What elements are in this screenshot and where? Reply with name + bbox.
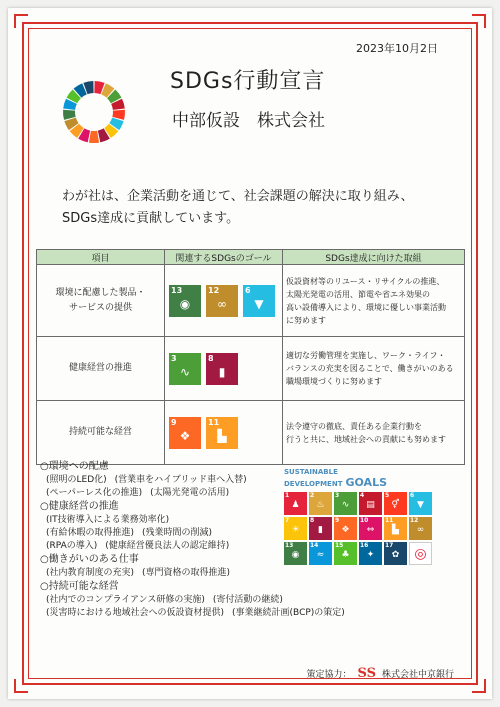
action-line: 高い設備導入により、環境に優しい事業活動 (286, 302, 446, 312)
sdg-goal-icon (334, 542, 357, 565)
goal-glyph-icon: ✦ (366, 550, 375, 560)
sdg-goal-icon (284, 517, 307, 540)
goal-number: 17 (385, 542, 394, 549)
lead-line: わが社は、企業活動を通じて、社会課題の解決に取り組み、 (62, 189, 414, 204)
goal-glyph-icon: ☀ (291, 525, 300, 535)
action-line: 仮設資材等のリユース・リサイクルの推進、 (286, 276, 445, 286)
eye-icon: ◉ (179, 296, 191, 311)
logo-goals-word: GOALS (345, 476, 387, 489)
header-actions: SDGs達成に向けた取組 (283, 250, 465, 265)
list-entry: (事業継続計画(BCP)の策定) (232, 608, 345, 618)
lead-line: SDGs達成に貢献しています。 (62, 211, 240, 226)
bank-logo-icon: SS (357, 666, 376, 681)
header-goals: 関連するSDGsのゴール (165, 250, 283, 265)
row-action (283, 337, 465, 401)
item-line: 健康経営の推進 (68, 363, 132, 373)
item-line: サービスの提供 (68, 302, 132, 313)
list-item (40, 567, 340, 580)
row-goals (165, 401, 283, 465)
item-line: 持続可能な経営 (68, 427, 132, 437)
sdg-goal-icon (384, 542, 407, 565)
action-line: 法令遵守の徹底、責任ある企業行動を (286, 421, 422, 431)
goal-glyph-icon: ◉ (291, 550, 300, 560)
goal-glyph-icon: ⚥ (391, 500, 400, 510)
sdg-goal-icon (384, 517, 407, 540)
row-item (37, 265, 165, 337)
table-row (37, 401, 465, 465)
list-entry: (社内教育制度の充実) (46, 568, 135, 578)
goal-glyph-icon: ✿ (391, 550, 400, 560)
goal-glyph-icon: ❖ (341, 525, 350, 535)
row-item (37, 337, 165, 401)
goal-glyph-icon: ▼ (417, 500, 424, 510)
list-entry: (ペーパーレス化の推進) (46, 488, 143, 498)
heartbeat-icon: ∿ (179, 364, 191, 379)
goal-number: 10 (360, 517, 369, 524)
sdg-goal-tile (169, 285, 201, 317)
sdg-wheel-icon (409, 542, 432, 565)
sdg-goal-tile (169, 417, 201, 449)
sdg-goals-logo (284, 468, 434, 565)
goal-glyph-icon: ♣ (341, 550, 350, 560)
action-line: バランスの充実を図ることで、働きがいのある (286, 364, 454, 373)
sdg-goal-tile (206, 417, 238, 449)
sdg-goal-icon (359, 492, 382, 515)
sdg-goal-icon (284, 542, 307, 565)
action-line: に努めます (286, 315, 326, 325)
list-entry: (専門資格の取得推進) (142, 568, 231, 578)
goal-number: 6 (245, 285, 251, 295)
declaration-table (36, 249, 465, 465)
row-goals (165, 265, 283, 337)
company-name: 中部仮設 株式会社 (172, 111, 325, 131)
action-line: 適切な労働管理を実施し、ワーク・ライフ・ (286, 351, 446, 360)
sdg-goal-tile (169, 353, 201, 385)
bank-name: 株式会社中京銀行 (381, 670, 454, 680)
row-action (283, 265, 465, 337)
corner-ornament (472, 679, 486, 693)
list-entry: (照明のLED化) (46, 475, 107, 485)
goal-number: 13 (171, 285, 183, 295)
sdg-goal-icon (409, 517, 432, 540)
table-row (37, 265, 465, 337)
list-entry: (残業時間の削減) (142, 528, 213, 538)
item-line: 環境に配慮した製品・ (55, 287, 146, 298)
sdg-goal-tile (206, 353, 238, 385)
corner-ornament (14, 679, 28, 693)
list-entry: (災害時における地域社会への仮設資材提供) (46, 608, 225, 618)
list-heading: ○持続可能な経営 (40, 581, 119, 592)
logo-brand-line: SUSTAINABLE (284, 468, 338, 476)
goal-number: 11 (208, 417, 220, 427)
goal-number: 5 (385, 492, 390, 499)
goal-number: 7 (285, 517, 290, 524)
goal-glyph-icon: ▤ (366, 500, 375, 510)
list-item (40, 607, 345, 620)
cubes-icon: ❖ (179, 428, 191, 443)
goal-glyph-icon: ∞ (416, 525, 425, 535)
sdg-goal-icon (409, 492, 432, 515)
list-entry: (営業車をハイブリッド車へ入替) (114, 475, 247, 485)
goal-number: 11 (385, 517, 394, 524)
row-goals (165, 337, 283, 401)
action-line: 職場環境づくりに努めます (286, 377, 382, 386)
goal-number: 15 (335, 542, 344, 549)
list-heading: ○働きがいのある仕事 (40, 554, 139, 565)
sdg-wheel-icon (62, 80, 126, 144)
goal-number: 4 (360, 492, 365, 499)
list-entry: (IT技術導入による業務効率化) (46, 515, 170, 525)
infinity-icon: ∞ (217, 296, 227, 311)
goal-glyph-icon: ◎ (414, 546, 427, 562)
sdg-goal-icon (334, 517, 357, 540)
list-entry: (社内でのコンプライアンス研修の実施) (46, 595, 205, 605)
water-icon: ▼ (254, 296, 264, 311)
goal-number: 12 (410, 517, 419, 524)
list-entry: (太陽光発電の活用) (150, 488, 230, 498)
action-line: 行うと共に、地域社会への貢献にも努めます (286, 434, 446, 444)
corner-ornament (14, 14, 28, 28)
list-item (40, 594, 340, 607)
city-icon: ▙ (217, 428, 227, 443)
date: 2023年10月2日 (356, 42, 438, 55)
sdg-goal-icon (334, 492, 357, 515)
sdg-goal-icon (309, 542, 332, 565)
goal-number: 8 (310, 517, 315, 524)
action-line: 太陽光発電の活用、節電や省エネ効果の (286, 289, 430, 299)
sdg-goal-icon (309, 517, 332, 540)
sdg-goal-icon (359, 517, 382, 540)
list-entry: (寄付活動の継続) (212, 595, 283, 605)
goal-number: 14 (310, 542, 319, 549)
goal-number: 3 (335, 492, 340, 499)
header-item: 項目 (37, 250, 165, 265)
sdg-goal-icon (384, 492, 407, 515)
list-heading: ○健康経営の推進 (40, 501, 119, 512)
sdg-goal-icon (359, 542, 382, 565)
row-action (283, 401, 465, 465)
goal-glyph-icon: ≈ (316, 550, 325, 560)
goal-number: 1 (285, 492, 290, 499)
table-header-row (37, 250, 465, 265)
sdg-icon-grid (284, 492, 434, 565)
list-entry: (健康経営優良法人の認定維持) (105, 541, 230, 551)
goal-glyph-icon: ⇔ (366, 525, 375, 535)
goal-glyph-icon: ▙ (392, 525, 399, 535)
lead-statement (62, 186, 462, 230)
goal-number: 3 (171, 353, 177, 363)
logo-brand-line: DEVELOPMENT (284, 480, 343, 488)
growth-icon: ▮ (218, 364, 226, 379)
goal-number: 13 (285, 542, 294, 549)
goal-number: 9 (335, 517, 340, 524)
page-title: SDGs行動宣言 (170, 69, 326, 94)
goal-glyph-icon: ▮ (318, 525, 323, 535)
corner-ornament (472, 14, 486, 28)
list-entry: (有給休暇の取得推進) (46, 528, 135, 538)
sdg-goal-icon (309, 492, 332, 515)
list-entry: (RPAの導入) (46, 541, 98, 551)
row-item (37, 401, 165, 465)
table-row (37, 337, 465, 401)
footer (306, 666, 454, 681)
sdg-goal-tile (206, 285, 238, 317)
wheel-segment (89, 131, 99, 143)
sdg-goal-tile (243, 285, 275, 317)
goal-glyph-icon: ♟ (291, 500, 300, 510)
goal-number: 9 (171, 417, 177, 427)
goal-number: 6 (410, 492, 415, 499)
goal-number: 8 (208, 353, 214, 363)
goal-number: 12 (208, 285, 220, 295)
goal-glyph-icon: ∿ (341, 500, 350, 510)
list-heading: ○環境への配慮 (40, 461, 109, 472)
footer-label: 策定協力： (306, 670, 352, 680)
goal-glyph-icon: ♨ (316, 500, 325, 510)
goal-number: 2 (310, 492, 315, 499)
sdg-goal-icon (284, 492, 307, 515)
goal-number: 16 (360, 542, 369, 549)
